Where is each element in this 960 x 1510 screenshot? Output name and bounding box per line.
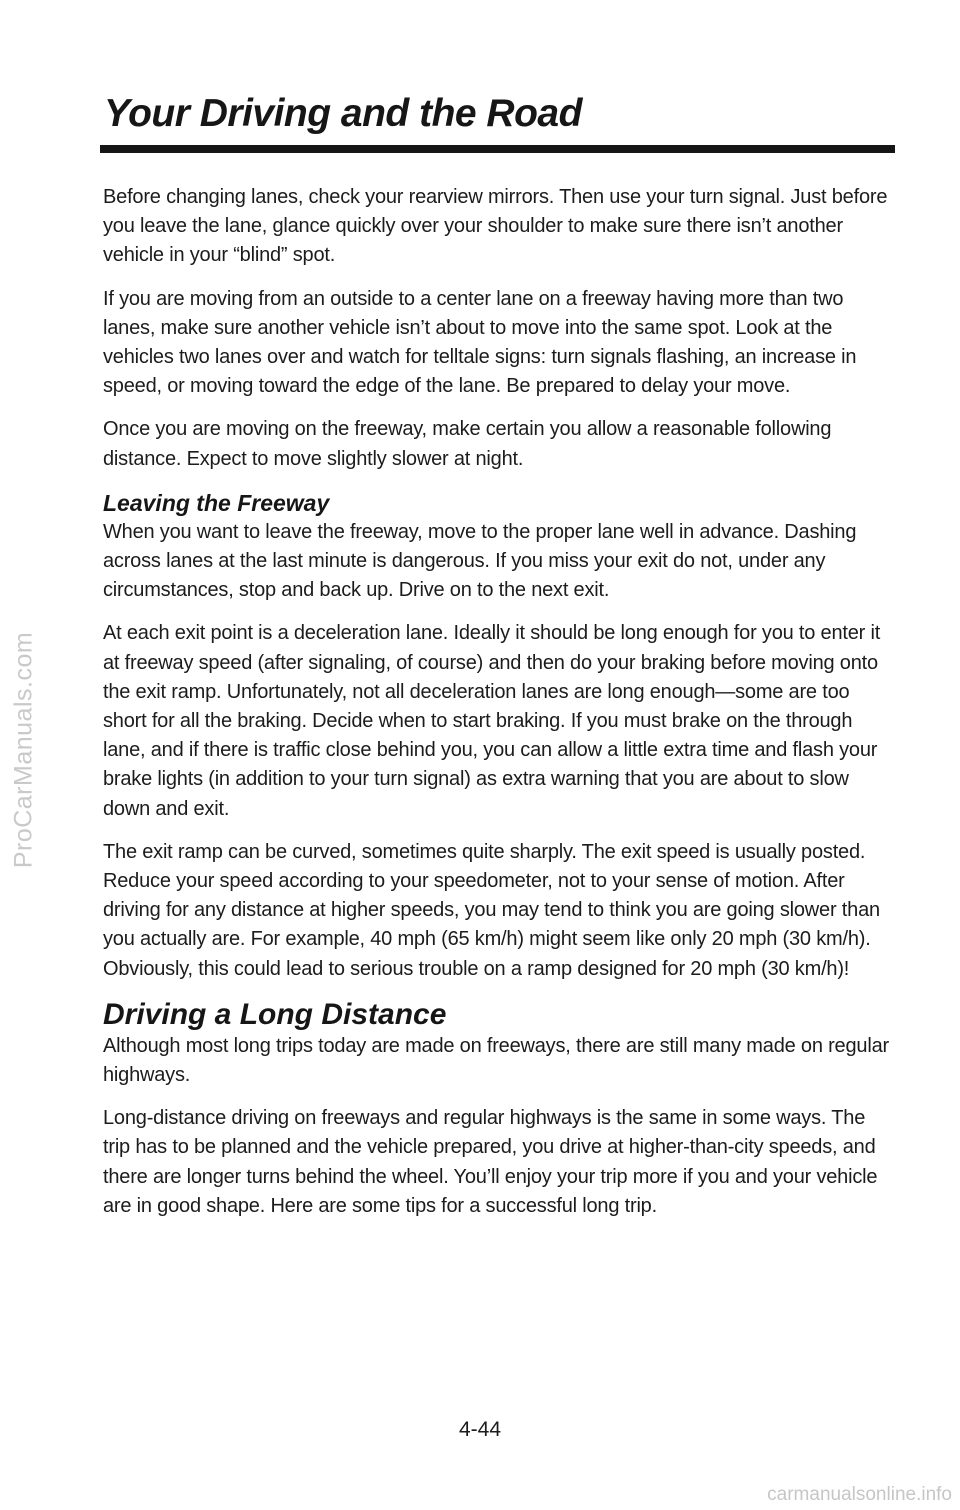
paragraph: When you want to leave the freeway, move to the proper lane well in advance. Dashing across lanes at the last minute is dangerous. If you miss your exit do not, under any circumstances, stop and back up. Drive on to the next exit. bbox=[103, 520, 857, 602]
paragraph: Long-distance driving on freeways and regular highways is the same in some ways. The trip has to be planned and the vehicle prepared, you drive at higher-than-city speeds, and there are longer turns behind the wheel. You’ll enjoy your trip more if you and your vehicle are in good shape. Here are some tips for a successful long trip. bbox=[103, 1107, 878, 1217]
bottom-watermark: carmanualsonline.info bbox=[767, 1484, 952, 1505]
paragraph: Once you are moving on the freeway, make certain you allow a reasonable following distance. Expect to move slightly slower at night. bbox=[103, 418, 832, 470]
page-number: 4-44 bbox=[458, 1418, 502, 1441]
page-content bbox=[103, 183, 893, 1235]
section-driving-a-long-distance bbox=[103, 998, 893, 1221]
section-heading: Driving a Long Distance bbox=[103, 997, 447, 1031]
paragraph: At each exit point is a deceleration lane. Ideally it should be long enough for you to enter it at freeway speed (after signaling, of course) and then do your braking before moving onto the exit ramp. Unfortunately, not all deceleration lanes are long enough—some are too short for all the braking. Decide when to start braking. If you must brake on the through lane, and if there is traffic close behind you, you can allow a little extra time and flash your brake lights (in addition to your turn signal) as extra warning that you are about to slow down and exit. bbox=[103, 622, 881, 820]
section-leaving-the-freeway bbox=[103, 488, 893, 984]
title-rule bbox=[100, 145, 895, 153]
page-title: Your Driving and the Road bbox=[104, 92, 582, 135]
paragraph: If you are moving from an outside to a center lane on a freeway having more than two lanes, make sure another vehicle isn’t about to move into the same spot. Look at the vehicles two lanes over and watch for telltale signs: turn signals flashing, an increase in speed, or moving toward the edge of the lane. Be prepared to delay your move. bbox=[103, 287, 857, 398]
subsection-heading: Leaving the Freeway bbox=[103, 489, 330, 516]
paragraph: Before changing lanes, check your rearview mirrors. Then use your turn signal. Just before you leave the lane, glance quickly over your shoulder to make sure there isn’t another vehicle in your “blind” spot. bbox=[103, 186, 888, 267]
paragraph: Although most long trips today are made on freeways, there are still many made on regular highways. bbox=[103, 1034, 889, 1087]
side-watermark bbox=[4, 470, 44, 1030]
side-watermark-text: ProCarManuals.com bbox=[9, 631, 38, 869]
paragraph: The exit ramp can be curved, sometimes quite sharply. The exit speed is usually posted. Reduce your speed according to your speedometer, not to your sense of motion. After driving for any distance at higher speeds, you may tend to think you are going slower than you actually are. For example, 40 mph (65 km/h) might seem like only 20 mph (30 km/h). Obviously, this could lead to serious trouble on a ramp designed for 20 mph (30 km/h)! bbox=[103, 840, 880, 980]
section-freeway-lane-change bbox=[103, 183, 893, 474]
